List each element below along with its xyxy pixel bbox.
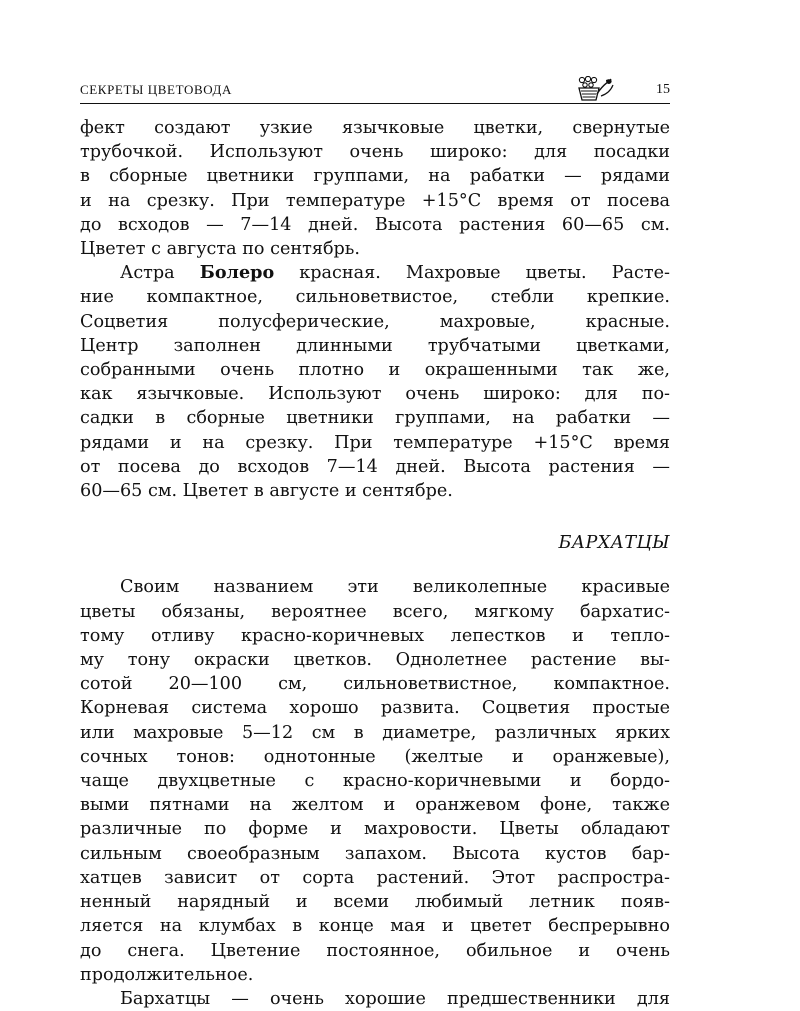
text-line: как язычковые. Используют очень широко: для по- <box>80 384 670 405</box>
text-line: продолжительное. <box>80 964 254 985</box>
page-number: 15 <box>656 82 670 97</box>
text-line: собранными очень плотно и окрашенными так же, <box>80 360 670 381</box>
paragraph-continued <box>80 116 670 261</box>
text-line: тому отливу красно-коричневых лепестков и тепло- <box>80 625 670 646</box>
text-line: Соцветия полусферические, махровые, красные. <box>80 311 670 332</box>
text-line: фект создают узкие язычковые цветки, свернутые <box>80 118 670 138</box>
text-line-first: Своим названием эти великолепные красивые <box>120 577 670 598</box>
text-line: садки в сборные цветники группами, на рабатки — <box>80 408 670 429</box>
text-line: от посева до всходов 7—14 дней. Высота растения — <box>80 456 670 477</box>
flower-pot-icon <box>575 76 615 102</box>
text-line: Центр заполнен длинными трубчатыми цветками, <box>80 335 670 356</box>
text-line: в сборные цветники группами, на рабатки — рядами <box>80 166 670 187</box>
text-line: выми пятнами на желтом и оранжевом фоне, также <box>80 795 670 816</box>
running-title: СЕКРЕТЫ ЦВЕТОВОДА <box>80 82 233 97</box>
text-line: трубочкой. Используют очень широко: для посадки <box>80 142 670 163</box>
text-line-first: Бархатцы — очень хорошие предшественники для <box>120 988 670 1009</box>
text-line: и на срезку. При температуре +15°С время от посева <box>80 190 670 211</box>
text-line: хатцев зависит от сорта растений. Этот распростра- <box>80 867 670 888</box>
text-line: различные по форме и махровости. Цветы обладают <box>80 819 670 840</box>
variety-description: красная. Махровые цветы. Расте- <box>274 263 670 284</box>
paragraph-marigolds-intro <box>80 575 670 986</box>
text-line: чаще двухцветные с красно-коричневыми и бордо- <box>80 771 670 792</box>
header-divider <box>80 103 670 104</box>
text-line: до снега. Цветение постоянное, обильное и очень <box>80 940 670 961</box>
text-line: сотой 20—100 см, сильноветвистное, компактное. <box>80 674 670 695</box>
page-header <box>80 76 670 102</box>
text-line: Корневая система хорошо развита. Соцветия простые <box>80 698 670 719</box>
text-line: сильным своеобразным запахом. Высота кустов бар- <box>80 843 670 864</box>
text-line: ненный нарядный и всеми любимый летник появ- <box>80 892 670 913</box>
text-line: 60—65 см. Цветет в августе и сентябре. <box>80 481 453 502</box>
text-line: му тону окраски цветков. Однолетнее растение вы- <box>80 650 670 671</box>
text-line: цветы обязаны, вероятнее всего, мягкому бархатис- <box>80 601 670 622</box>
paragraph-aster-bolero <box>80 261 670 503</box>
variety-prefix: Астра <box>120 263 200 284</box>
text-line: сочных тонов: однотонные (желтые и оранжевые), <box>80 746 670 767</box>
text-line: Цветет с августа по сентябрь. <box>80 239 360 260</box>
text-line: ляется на клумбах в конце мая и цветет беспрерывно <box>80 916 670 937</box>
text-line: или махровые 5—12 см в диаметре, различных ярких <box>80 722 670 743</box>
variety-name: Болеро <box>199 262 275 284</box>
text-line: рядами и на срезку. При температуре +15°С время <box>80 432 670 453</box>
section-heading: БАРХАТЦЫ <box>558 533 670 554</box>
text-line: до всходов — 7—14 дней. Высота растения 60—65 см. <box>80 214 670 235</box>
text-line-first <box>80 261 670 285</box>
page-body <box>80 116 670 1011</box>
paragraph-marigolds-predecessors <box>80 987 670 1011</box>
text-line: ние компактное, сильноветвистое, стебли крепкие. <box>80 287 670 308</box>
